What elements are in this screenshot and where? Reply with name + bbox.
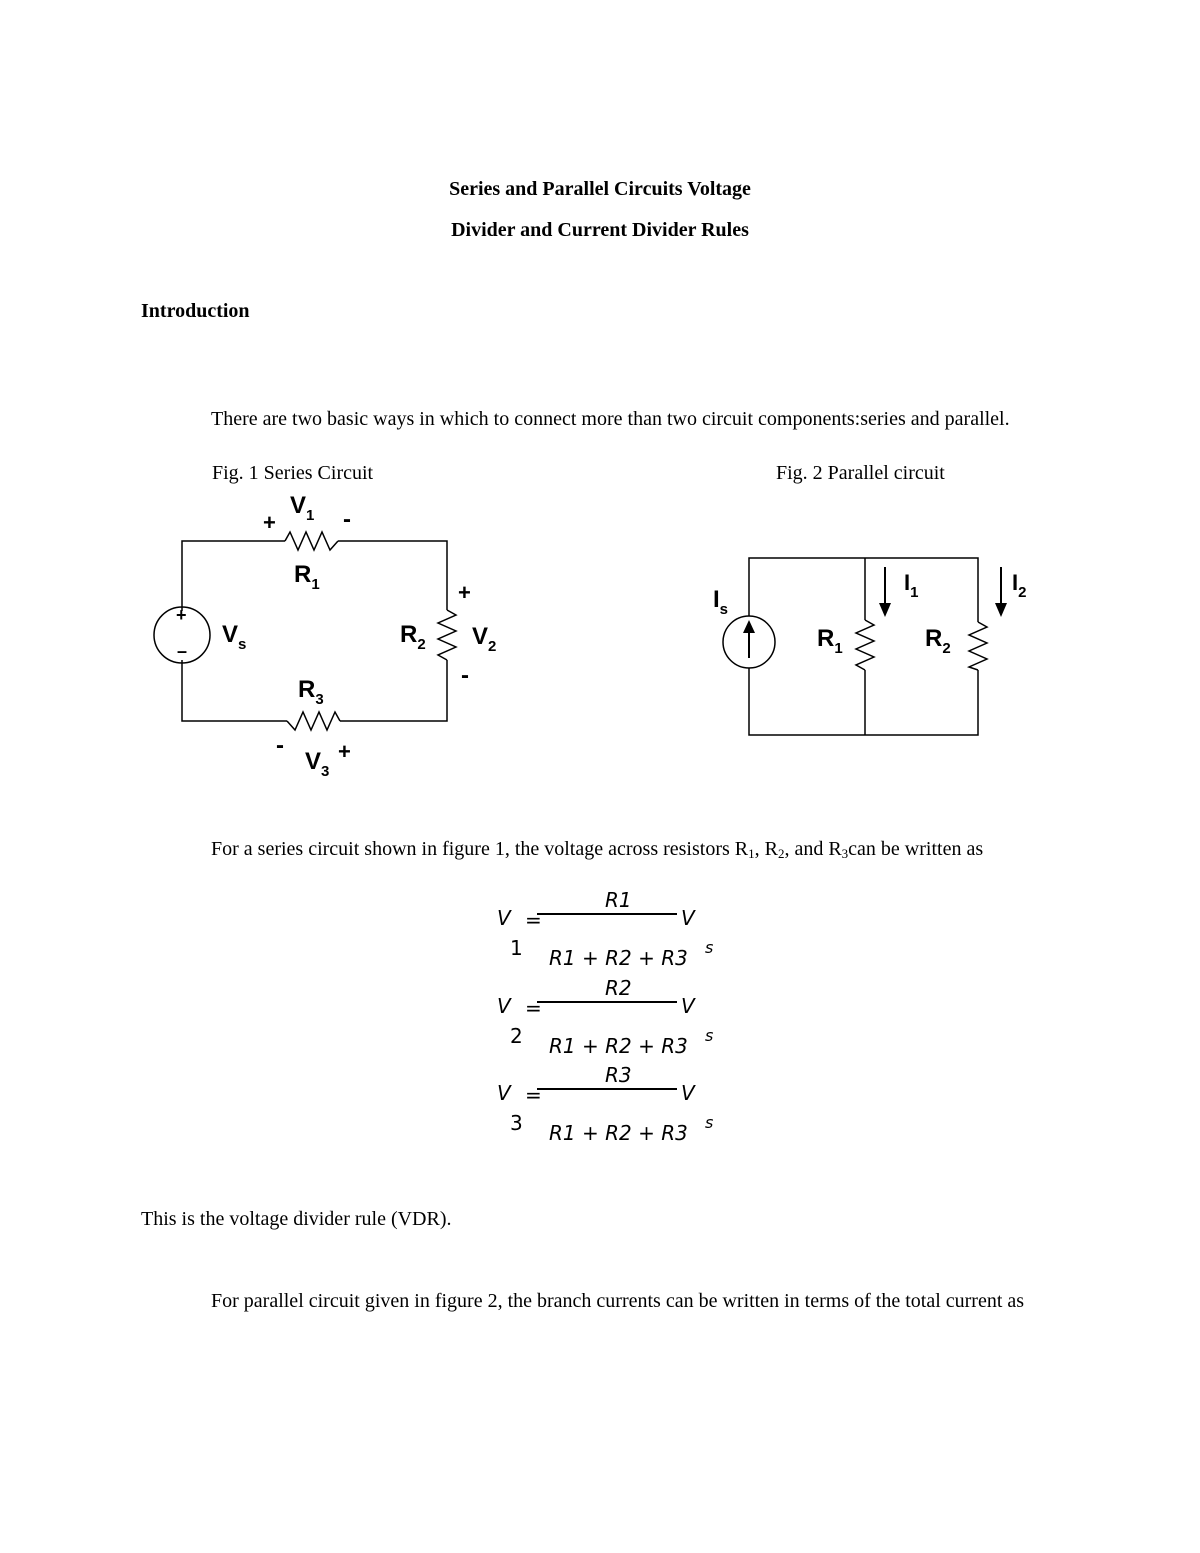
series-text-before: For a series circuit shown in figure 1, the voltage across resistors R	[211, 838, 749, 860]
r1-parallel-sub: 1	[834, 640, 843, 657]
parallel-wire-bottom	[749, 668, 978, 735]
i1-label	[904, 570, 918, 601]
r3-sub: 3	[315, 691, 324, 708]
document-title-line-2: Divider and Current Divider Rules	[451, 219, 749, 241]
eq2-rhs: V	[681, 994, 695, 1018]
eq1-lhs: V	[497, 906, 511, 930]
parallel-paragraph: For parallel circuit given in figure 2, the branch currents can be written in terms of the total current as	[211, 1290, 1025, 1312]
r3-label	[298, 676, 324, 708]
vs-letter: V	[222, 621, 239, 648]
r1-letter: R	[294, 561, 312, 588]
series-sub-2: 2	[777, 846, 785, 861]
eq3-numerator: R3	[605, 1063, 632, 1087]
r2-parallel-resistor	[969, 622, 987, 670]
r2-parallel-label	[925, 625, 951, 657]
series-sep-2: , and R	[784, 838, 842, 860]
fig2-caption: Fig. 2 Parallel circuit	[776, 462, 945, 484]
r2-resistor	[438, 610, 456, 660]
eq2-rhs-sub: s	[705, 1026, 714, 1045]
i1-letter: I	[904, 570, 911, 595]
v2-plus: +	[458, 580, 471, 605]
eq2-lhs: V	[497, 994, 511, 1018]
series-wire-right-bottom	[340, 660, 447, 721]
r3-letter: R	[298, 676, 316, 703]
eq3-equals: =	[525, 1083, 542, 1107]
series-circuit-figure	[140, 485, 540, 785]
equation-v2	[495, 978, 735, 1060]
v1-plus: +	[263, 510, 276, 535]
r1-parallel-resistor	[856, 620, 874, 670]
i2-letter: I	[1012, 570, 1019, 595]
vdr-statement: This is the voltage divider rule (VDR).	[141, 1208, 452, 1230]
eq3-rhs: V	[681, 1081, 695, 1105]
eq2-numerator: R2	[605, 976, 632, 1000]
v3-plus: +	[338, 739, 351, 764]
eq1-rhs: V	[681, 906, 695, 930]
is-letter: I	[713, 586, 720, 613]
series-sep-1: , R	[754, 838, 778, 860]
v2-letter: V	[472, 623, 489, 650]
r1-sub: 1	[311, 576, 320, 593]
r3-resistor	[287, 712, 340, 730]
series-wire-top-right	[338, 541, 447, 610]
r2-parallel-letter: R	[925, 625, 943, 652]
eq3-fraction-bar	[537, 1088, 677, 1090]
vs-sub: s	[238, 636, 247, 653]
eq1-denominator: R1 + R2 + R3	[549, 946, 688, 970]
r2-letter: R	[400, 621, 418, 648]
v3-minus: -	[276, 732, 284, 759]
eq3-denominator: R1 + R2 + R3	[549, 1121, 688, 1145]
v2-label	[472, 623, 496, 655]
v3-sub: 3	[321, 763, 330, 780]
series-sub-3: 3	[841, 846, 849, 861]
is-sub: s	[719, 601, 729, 618]
i2-arrow-head	[995, 603, 1007, 617]
series-paragraph	[141, 836, 1081, 867]
v1-sub: 1	[306, 507, 315, 524]
i1-arrow-head	[879, 603, 891, 617]
r2-parallel-sub: 2	[942, 640, 951, 657]
v1-minus: -	[343, 506, 351, 533]
eq3-lhs-sub: 3	[510, 1111, 523, 1135]
parallel-circuit-diagram	[700, 540, 1060, 750]
section-heading-introduction: Introduction	[141, 300, 250, 322]
v3-letter: V	[305, 748, 322, 775]
eq1-equals: =	[525, 908, 542, 932]
eq1-fraction-bar	[537, 913, 677, 915]
eq3-lhs: V	[497, 1081, 511, 1105]
v3-label	[305, 748, 329, 780]
series-text-after: can be written as	[848, 838, 984, 860]
v2-sub: 2	[488, 638, 497, 655]
r2-label	[400, 621, 426, 653]
source-plus-sign: +	[176, 605, 187, 625]
r1-label	[294, 561, 320, 593]
eq1-rhs-sub: s	[705, 938, 714, 957]
series-wire-top	[182, 541, 285, 611]
v1-label	[290, 492, 314, 524]
series-circuit-diagram	[140, 485, 540, 785]
i2-sub: 2	[1018, 584, 1027, 601]
r2-sub: 2	[417, 636, 426, 653]
r1-parallel-label	[817, 625, 843, 657]
r1-parallel-letter: R	[817, 625, 835, 652]
r1-resistor	[285, 532, 338, 550]
equation-v1	[495, 890, 735, 972]
eq3-rhs-sub: s	[705, 1113, 714, 1132]
parallel-circuit-figure	[700, 540, 1060, 750]
v1-letter: V	[290, 492, 307, 519]
vs-label	[222, 621, 246, 653]
document-title-line-1: Series and Parallel Circuits Voltage	[449, 178, 751, 200]
fig1-caption: Fig. 1 Series Circuit	[212, 462, 374, 484]
i2-label	[1012, 570, 1026, 601]
eq1-lhs-sub: 1	[510, 936, 523, 960]
eq1-numerator: R1	[605, 888, 632, 912]
eq2-fraction-bar	[537, 1001, 677, 1003]
is-label	[713, 586, 728, 618]
intro-paragraph: There are two basic ways in which to connect more than two circuit components:series and parallel.	[211, 408, 1010, 430]
i1-sub: 1	[910, 584, 919, 601]
source-minus-sign: –	[177, 641, 188, 661]
v2-minus: -	[461, 662, 469, 689]
equation-v3	[495, 1065, 735, 1147]
parallel-wire-left-top	[749, 558, 978, 622]
current-source-arrow-head	[743, 620, 755, 633]
eq2-denominator: R1 + R2 + R3	[549, 1034, 688, 1058]
series-sub-1: 1	[748, 846, 755, 861]
series-wire-bottom-left	[182, 660, 287, 721]
eq2-lhs-sub: 2	[510, 1024, 523, 1048]
eq2-equals: =	[525, 996, 542, 1020]
